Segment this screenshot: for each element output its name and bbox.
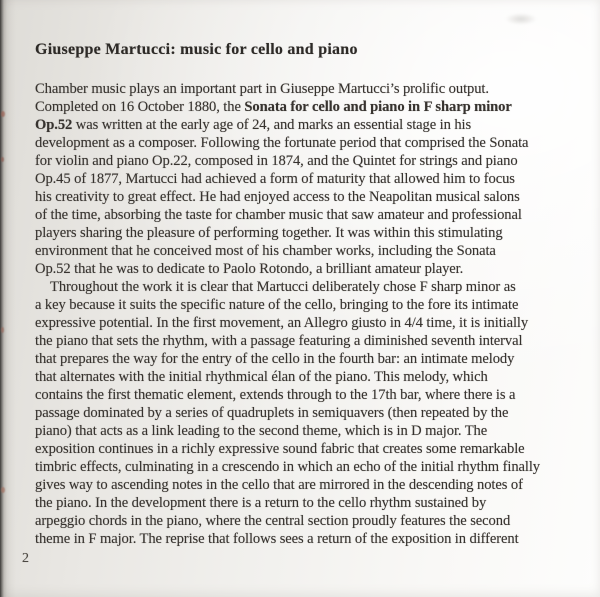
text-segment: theme in F major. The reprise that follows sees a return of the exposition in different xyxy=(35,531,519,547)
text-segment: for violin and piano Op.22, composed in 1874, and the Quintet for strings and piano xyxy=(35,153,518,169)
text-line xyxy=(35,440,576,458)
scan-speck xyxy=(1,487,5,493)
text-segment: a key because it suits the specific nature of the cello, bringing to the fore its intimate xyxy=(35,297,519,313)
text-line xyxy=(35,206,576,224)
text-line xyxy=(35,530,576,548)
text-segment: his creativity to great effect. He had enjoyed access to the Neapolitan musical salons xyxy=(35,189,520,205)
text-segment: the piano. In the development there is a return to the cello rhythm sustained by xyxy=(35,495,487,511)
text-line xyxy=(35,296,576,314)
text-segment: Chamber music plays an important part in Giuseppe Martucci’s prolific output. xyxy=(35,81,489,97)
text-line xyxy=(35,458,576,476)
text-line xyxy=(35,476,576,494)
text-line xyxy=(35,224,576,242)
text-line xyxy=(35,116,576,134)
text-segment: gives way to ascending notes in the cello that are mirrored in the descending notes of xyxy=(35,477,523,493)
text-line xyxy=(35,332,576,350)
text-segment: passage dominated by a series of quadruplets in semiquavers (then repeated by the xyxy=(35,405,509,421)
text-segment: development as a composer. Following the fortunate period that comprised the Sonata xyxy=(35,135,529,151)
text-segment: Completed on 16 October 1880, the xyxy=(35,99,245,115)
text-segment: the piano that sets the rhythm, with a passage featuring a diminished seventh interval xyxy=(35,333,523,349)
text-segment: timbric effects, culminating in a crescendo in which an echo of the initial rhythm finally xyxy=(35,459,541,475)
text-segment: arpeggio chords in the piano, where the central section proudly features the second xyxy=(35,513,511,529)
text-segment: expressive potential. In the first movement, an Allegro giusto in 4/4 time, it is initially xyxy=(35,315,529,331)
text-segment: Op.52 that he was to dedicate to Paolo Rotondo, a brilliant amateur player. xyxy=(35,261,464,277)
text-line xyxy=(35,494,576,512)
text-segment: that prepares the way for the entry of the cello in the fourth bar: an intimate melody xyxy=(35,351,515,367)
text-segment: of the time, absorbing the taste for chamber music that saw amateur and professional xyxy=(35,207,522,223)
text-line xyxy=(35,152,576,170)
scan-speck xyxy=(1,327,4,333)
text-segment: that alternates with the initial rhythmical élan of the piano. This melody, which xyxy=(35,369,488,385)
page-title: Giuseppe Martucci: music for cello and piano xyxy=(35,41,358,58)
text-segment: was written at the early age of 24, and marks an essential stage in his xyxy=(72,117,472,133)
text-segment: players sharing the pleasure of performing together. It was within this stimulating xyxy=(35,225,503,241)
text-line xyxy=(35,350,576,368)
text-line xyxy=(35,314,576,332)
text-segment: piano) that acts as a link leading to the second theme, which is in D major. The xyxy=(35,423,488,439)
scan-speck xyxy=(1,111,5,117)
text-line xyxy=(35,368,576,386)
scan-gutter-edge xyxy=(0,0,16,597)
text-line xyxy=(35,422,576,440)
text-line xyxy=(35,404,576,422)
page-content xyxy=(35,41,576,548)
bold-text-segment: Sonata for cello and piano in F sharp minor xyxy=(244,99,512,115)
bold-text-segment: Op.52 xyxy=(35,117,73,133)
text-line xyxy=(35,386,576,404)
text-line xyxy=(35,278,576,296)
text-line xyxy=(35,242,576,260)
text-segment: environment that he conceived most of his chamber works, including the Sonata xyxy=(35,243,496,259)
text-line xyxy=(35,260,576,278)
text-line xyxy=(35,80,576,98)
scan-smudge xyxy=(505,13,537,25)
page-number: 2 xyxy=(22,551,29,566)
text-line xyxy=(35,170,576,188)
text-segment: exposition continues in a richly expressive sound fabric that creates some remarkable xyxy=(35,441,525,457)
text-line xyxy=(35,188,576,206)
text-segment: Op.45 of 1877, Martucci had achieved a form of maturity that allowed him to focus xyxy=(35,171,515,187)
text-segment: Throughout the work it is clear that Martucci deliberately chose F sharp minor as xyxy=(50,279,516,295)
scan-speck xyxy=(1,157,4,162)
text-line xyxy=(35,512,576,530)
text-segment: contains the first thematic element, extends through to the 17th bar, where there is a xyxy=(35,387,516,403)
text-line xyxy=(35,98,576,116)
text-block xyxy=(35,80,576,548)
text-line xyxy=(35,134,576,152)
